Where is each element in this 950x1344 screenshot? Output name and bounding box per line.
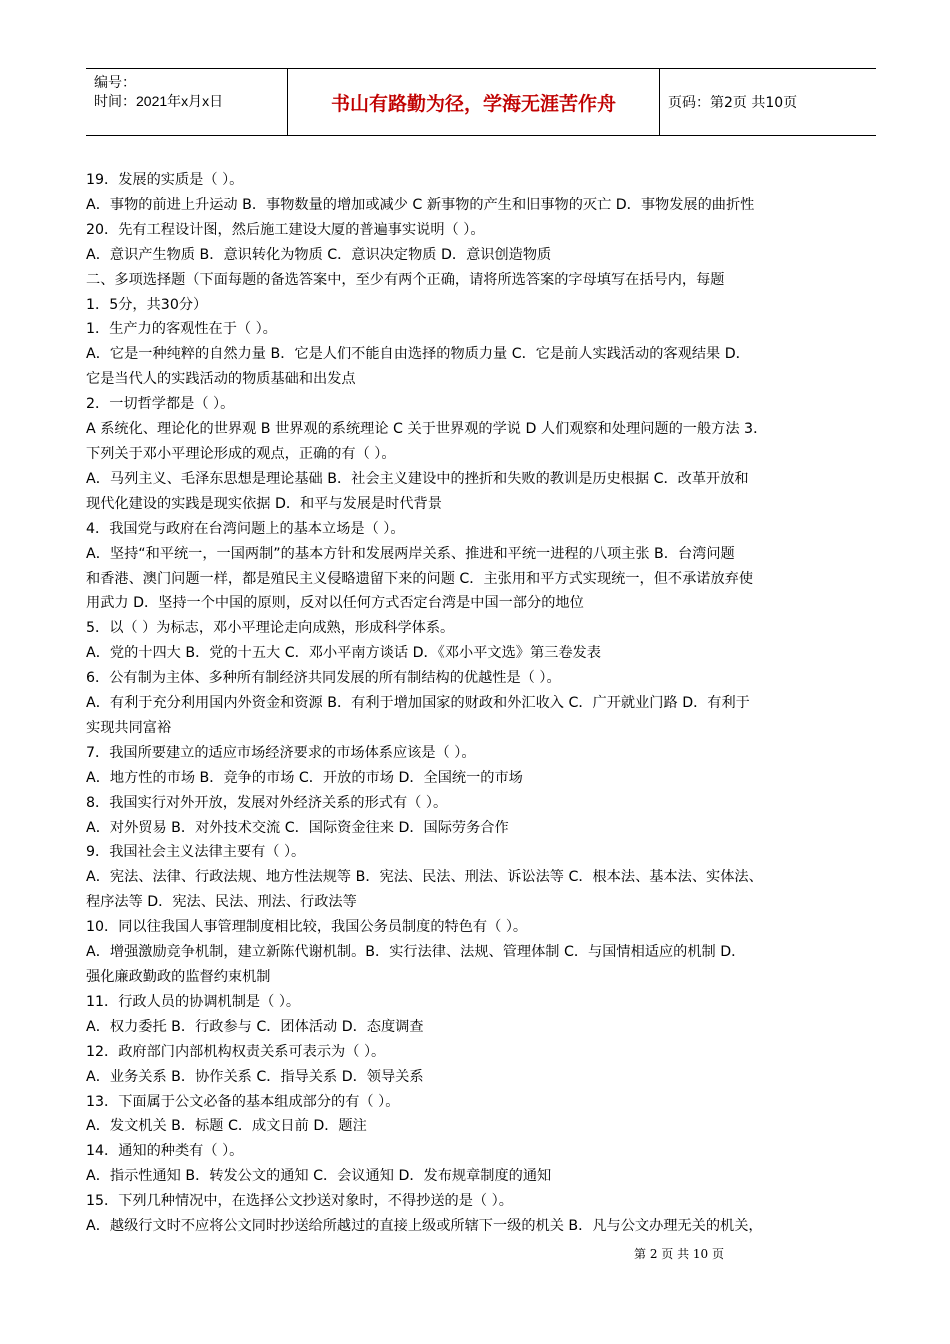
text-line: 13．下面属于公文必备的基本组成部分的有（ ）。	[86, 1093, 400, 1110]
text-line: 9．我国社会主义法律主要有（ ）。	[86, 844, 306, 861]
text-line: A．马列主义、毛泽东思想是理论基础 B．社会主义建设中的挫折和失败的教训是历史根据 C．改革开放和	[86, 470, 749, 487]
text-line: 15．下列几种情况中，在选择公文抄送对象时，不得抄送的是（ ）。	[86, 1193, 513, 1210]
text-line: A．增强激励竞争机制，建立新陈代谢机制。B．实行法律、法规、管理体制 C．与国情相适应的机制 D．	[86, 944, 746, 961]
text-line: 强化廉政勤政的监督约束机制	[86, 969, 271, 985]
text-line: 11．行政人员的协调机制是（ ）。	[86, 993, 301, 1010]
text-line: A．地方性的市场 B．竞争的市场 C．开放的市场 D．全国统一的市场	[86, 769, 523, 786]
text-line: 二、多项选择题（下面每题的备选答案中，至少有两个正确，请将所选答案的字母填写在括号内，每题	[86, 271, 725, 288]
document-body	[86, 168, 878, 1239]
text-line: A．党的十四大 B．党的十五大 C．邓小平南方谈话 D．《邓小平文选》第三卷发表	[86, 645, 601, 662]
text-line: A．意识产生物质 B．意识转化为物质 C．意识决定物质 D．意识创造物质	[86, 246, 552, 263]
text-line: 它是当代人的实践活动的物质基础和出发点	[86, 371, 356, 388]
page-header	[86, 68, 876, 136]
text-line: A．指示性通知 B．转发公文的通知 C．会议通知 D．发布规章制度的通知	[86, 1168, 552, 1185]
text-line: 6．公有制为主体、多种所有制经济共同发展的所有制结构的优越性是（ ）。	[86, 670, 561, 687]
text-line: A．它是一种纯粹的自然力量 B．它是人们不能自由选择的物质力量 C．它是前人实践活动的客观结果 D．	[86, 346, 750, 363]
text-line: 19．发展的实质是（ ）。	[86, 172, 244, 188]
text-line: A 系统化、理论化的世界观 B 世界观的系统理论 C 关于世界观的学说 D 人们观察和处理问题的一般方法 3．	[86, 421, 768, 438]
header-meta	[86, 69, 287, 135]
text-line: 用武力 D．坚持一个中国的原则，反对以任何方式否定台湾是中国一部分的地位	[86, 595, 584, 612]
header-motto: 书山有路勤为径，学海无涯苦作舟	[287, 69, 660, 135]
text-line: 14．通知的种类有（ ）。	[86, 1143, 244, 1160]
text-line: 1．5分，共30分）	[86, 296, 208, 313]
text-line: A．发文机关 B．标题 C．成文日前 D．题注	[86, 1118, 367, 1135]
text-line: 4．我国党与政府在台湾问题上的基本立场是（ ）。	[86, 520, 405, 537]
text-line: A．越级行文时不应将公文同时抄送给所越过的直接上级或所辖下一级的机关 B．凡与公文办理无关的机关，	[86, 1218, 763, 1235]
text-line: A．业务关系 B．协作关系 C．指导关系 D．领导关系	[86, 1068, 424, 1085]
text-line: 20．先有工程设计图，然后施工建设大厦的普遍事实说明（ ）。	[86, 221, 485, 238]
text-line: 10．同以往我国人事管理制度相比较，我国公务员制度的特色有（ ）。	[86, 919, 528, 936]
text-line: 5．以（ ）为标志，邓小平理论走向成熟，形成科学体系。	[86, 620, 455, 637]
text-line: A．权力委托 B．行政参与 C．团体活动 D．态度调查	[86, 1018, 424, 1035]
text-line: A．有利于充分利用国内外资金和资源 B．有利于增加国家的财政和外汇收入 C．广开就业门路 D．有利于	[86, 695, 750, 712]
text-line: A．坚持“和平统一，一国两制”的基本方针和发展两岸关系、推进和平统一进程的八项主张 B．台湾问题	[86, 545, 735, 562]
text-line: 1．生产力的客观性在于（ ）。	[86, 321, 277, 338]
text-line: 和香港、澳门问题一样，都是殖民主义侵略遗留下来的问题 C．主张用和平方式实现统一，但不承诺放弃使	[86, 570, 754, 587]
text-line: 程序法等 D．宪法、民法、刑法、行政法等	[86, 894, 357, 911]
text-line: A．事物的前进上升运动 B．事物数量的增加或减少 C 新事物的产生和旧事物的灭亡 D．事物发展的曲折性	[86, 196, 755, 213]
text-line: 下列关于邓小平理论形成的观点，正确的有（ ）。	[86, 445, 396, 462]
text-line: 实现共同富裕	[86, 719, 172, 736]
text-line: 7．我国所要建立的适应市场经济要求的市场体系应该是（ ）。	[86, 744, 476, 761]
text-line: A．对外贸易 B．对外技术交流 C．国际资金往来 D．国际劳务合作	[86, 819, 509, 836]
text-line: 2．一切哲学都是（ ）。	[86, 396, 235, 413]
number-label: 编号：	[94, 74, 136, 90]
header-page-info: 页码：第2页 共10页	[668, 95, 798, 111]
text-line: 12．政府部门内部机构权责关系可表示为（ ）。	[86, 1043, 386, 1060]
text-line: A．宪法、法律、行政法规、地方性法规等 B．宪法、民法、刑法、诉讼法等 C．根本法、基本法、实体法、	[86, 869, 763, 886]
text-line: 现代化建设的实践是现实依据 D．和平与发展是时代背景	[86, 495, 442, 512]
page-footer: 第 2 页 共 10 页	[634, 1247, 724, 1261]
text-line: 8．我国实行对外开放，发展对外经济关系的形式有（ ）。	[86, 794, 448, 811]
time-label: 时间：2021年x月x日	[94, 93, 224, 109]
